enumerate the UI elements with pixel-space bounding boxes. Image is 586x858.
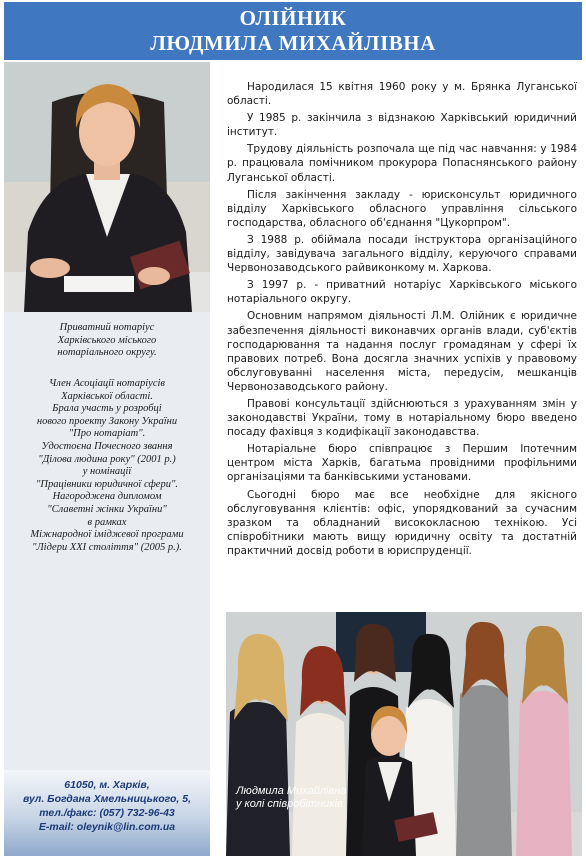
contact-street: вул. Богдана Хмельницького, 5, — [23, 793, 191, 805]
biography-text — [227, 80, 577, 558]
awards-line: у номінації — [82, 466, 132, 478]
awards-line: "Про нотаріат". — [68, 428, 146, 440]
name-heading: ЛЮДМИЛА МИХАЙЛІВНА — [150, 31, 436, 55]
group-photo-caption — [236, 785, 346, 811]
biography-paragraph: Нотаріальне бюро співпрацює з Першим Іпотечним центром міста Харків, багатьма провідними профільними організаціями та банківськими установами. — [227, 443, 577, 484]
position-line: Приватний нотаріус — [59, 322, 155, 333]
position-line: нотаріального округу. — [57, 347, 157, 359]
portrait-photo — [4, 62, 210, 312]
contact-info — [4, 778, 210, 834]
awards-line: "Лідери XXI століття" (2005 р.). — [32, 541, 182, 553]
biography-paragraph: У 1985 р. закінчила з відзнакою Харківський юридичний інститут. — [227, 112, 577, 139]
biography-paragraph: Правові консультації здійснюються з урахуванням змін у законодавстві України, тому в нотаріальному бюро введено посаду фахівця з кодифікації законодавства. — [227, 397, 577, 439]
contact-email: E-mail: oleynik@lin.com.ua — [38, 821, 176, 833]
awards-line: в рамках — [87, 516, 127, 528]
surname-heading: ОЛІЙНИК — [239, 6, 347, 30]
contact-city: 61050, м. Харків, — [64, 779, 150, 791]
group-caption-line: Людмила Михайлівна — [236, 785, 347, 797]
biography-paragraph: Сьогодні бюро має все необхідне для якісного обслуговування клієнтів: офіс, упорядкований за сучасним зразком та обладнаний висококласною технікою. Усі співробітники мають вищу юридичну освіту та достатній практичний досвід роботи в юриспруденції. — [227, 488, 577, 557]
awards-line: Брала участь у розробці — [52, 403, 162, 415]
awards-line: Харківської області. — [61, 390, 153, 402]
contact-phone: тел./факс: (057) 732-96-43 — [39, 807, 175, 819]
biography-paragraph: Трудову діяльність розпочала ще під час навчання: у 1984 р. працювала помічником прокурора Попаснянського району Луганської області. — [227, 143, 577, 184]
position-line: Харківського міського — [57, 334, 157, 346]
biography-paragraph: Народилася 15 квітня 1960 року у м. Брянка Луганської області. — [227, 81, 577, 108]
position-caption — [4, 322, 210, 360]
awards-line: "Славетні жінки України" — [47, 503, 167, 515]
awards-line: Міжнародної іміджевої програми — [30, 529, 184, 541]
biography-paragraph: З 1997 р. - приватний нотаріус Харківського міського нотаріального округу. — [227, 279, 577, 306]
biography-paragraph: Основним напрямом діяльності Л.М. Олійник є юридичне забезпечення діяльності виконавчих органів влади, суб'єктів господарювання та надання послуг громадянам у сфері їх правових потреб. Вона досягла значних успіхів у правовому обслуговуванні населення міста, передусім, мешканців Червонозаводського району. — [227, 310, 577, 393]
awards-line: Член Асоціації нотаріусів — [49, 378, 165, 389]
biography-paragraph: З 1988 р. обіймала посади інструктора організаційного відділу, завідувача загального відділу, керуючого справами Червонозаводського райвиконкому м. Харкова. — [227, 233, 577, 275]
awards-line: "Ділова людина року" (2001 р.) — [38, 453, 176, 465]
biography-paragraph: Після закінчення закладу - юрисконсульт юридичного відділу Харківського обласного управління сільського господарства, обласного об'єднання "Цукорпром". — [227, 188, 577, 229]
awards-line: Удостоєна Почесного звання — [41, 440, 173, 452]
awards-line: "Працівники юридичної сфери". — [36, 478, 178, 490]
awards-line: нового проекту Закону України — [36, 415, 178, 427]
awards-caption — [4, 378, 210, 554]
group-caption-line: у колі співробітників — [236, 798, 343, 810]
title-banner — [4, 2, 582, 60]
awards-line: Нагороджена дипломом — [52, 491, 162, 503]
group-photo — [226, 612, 582, 856]
